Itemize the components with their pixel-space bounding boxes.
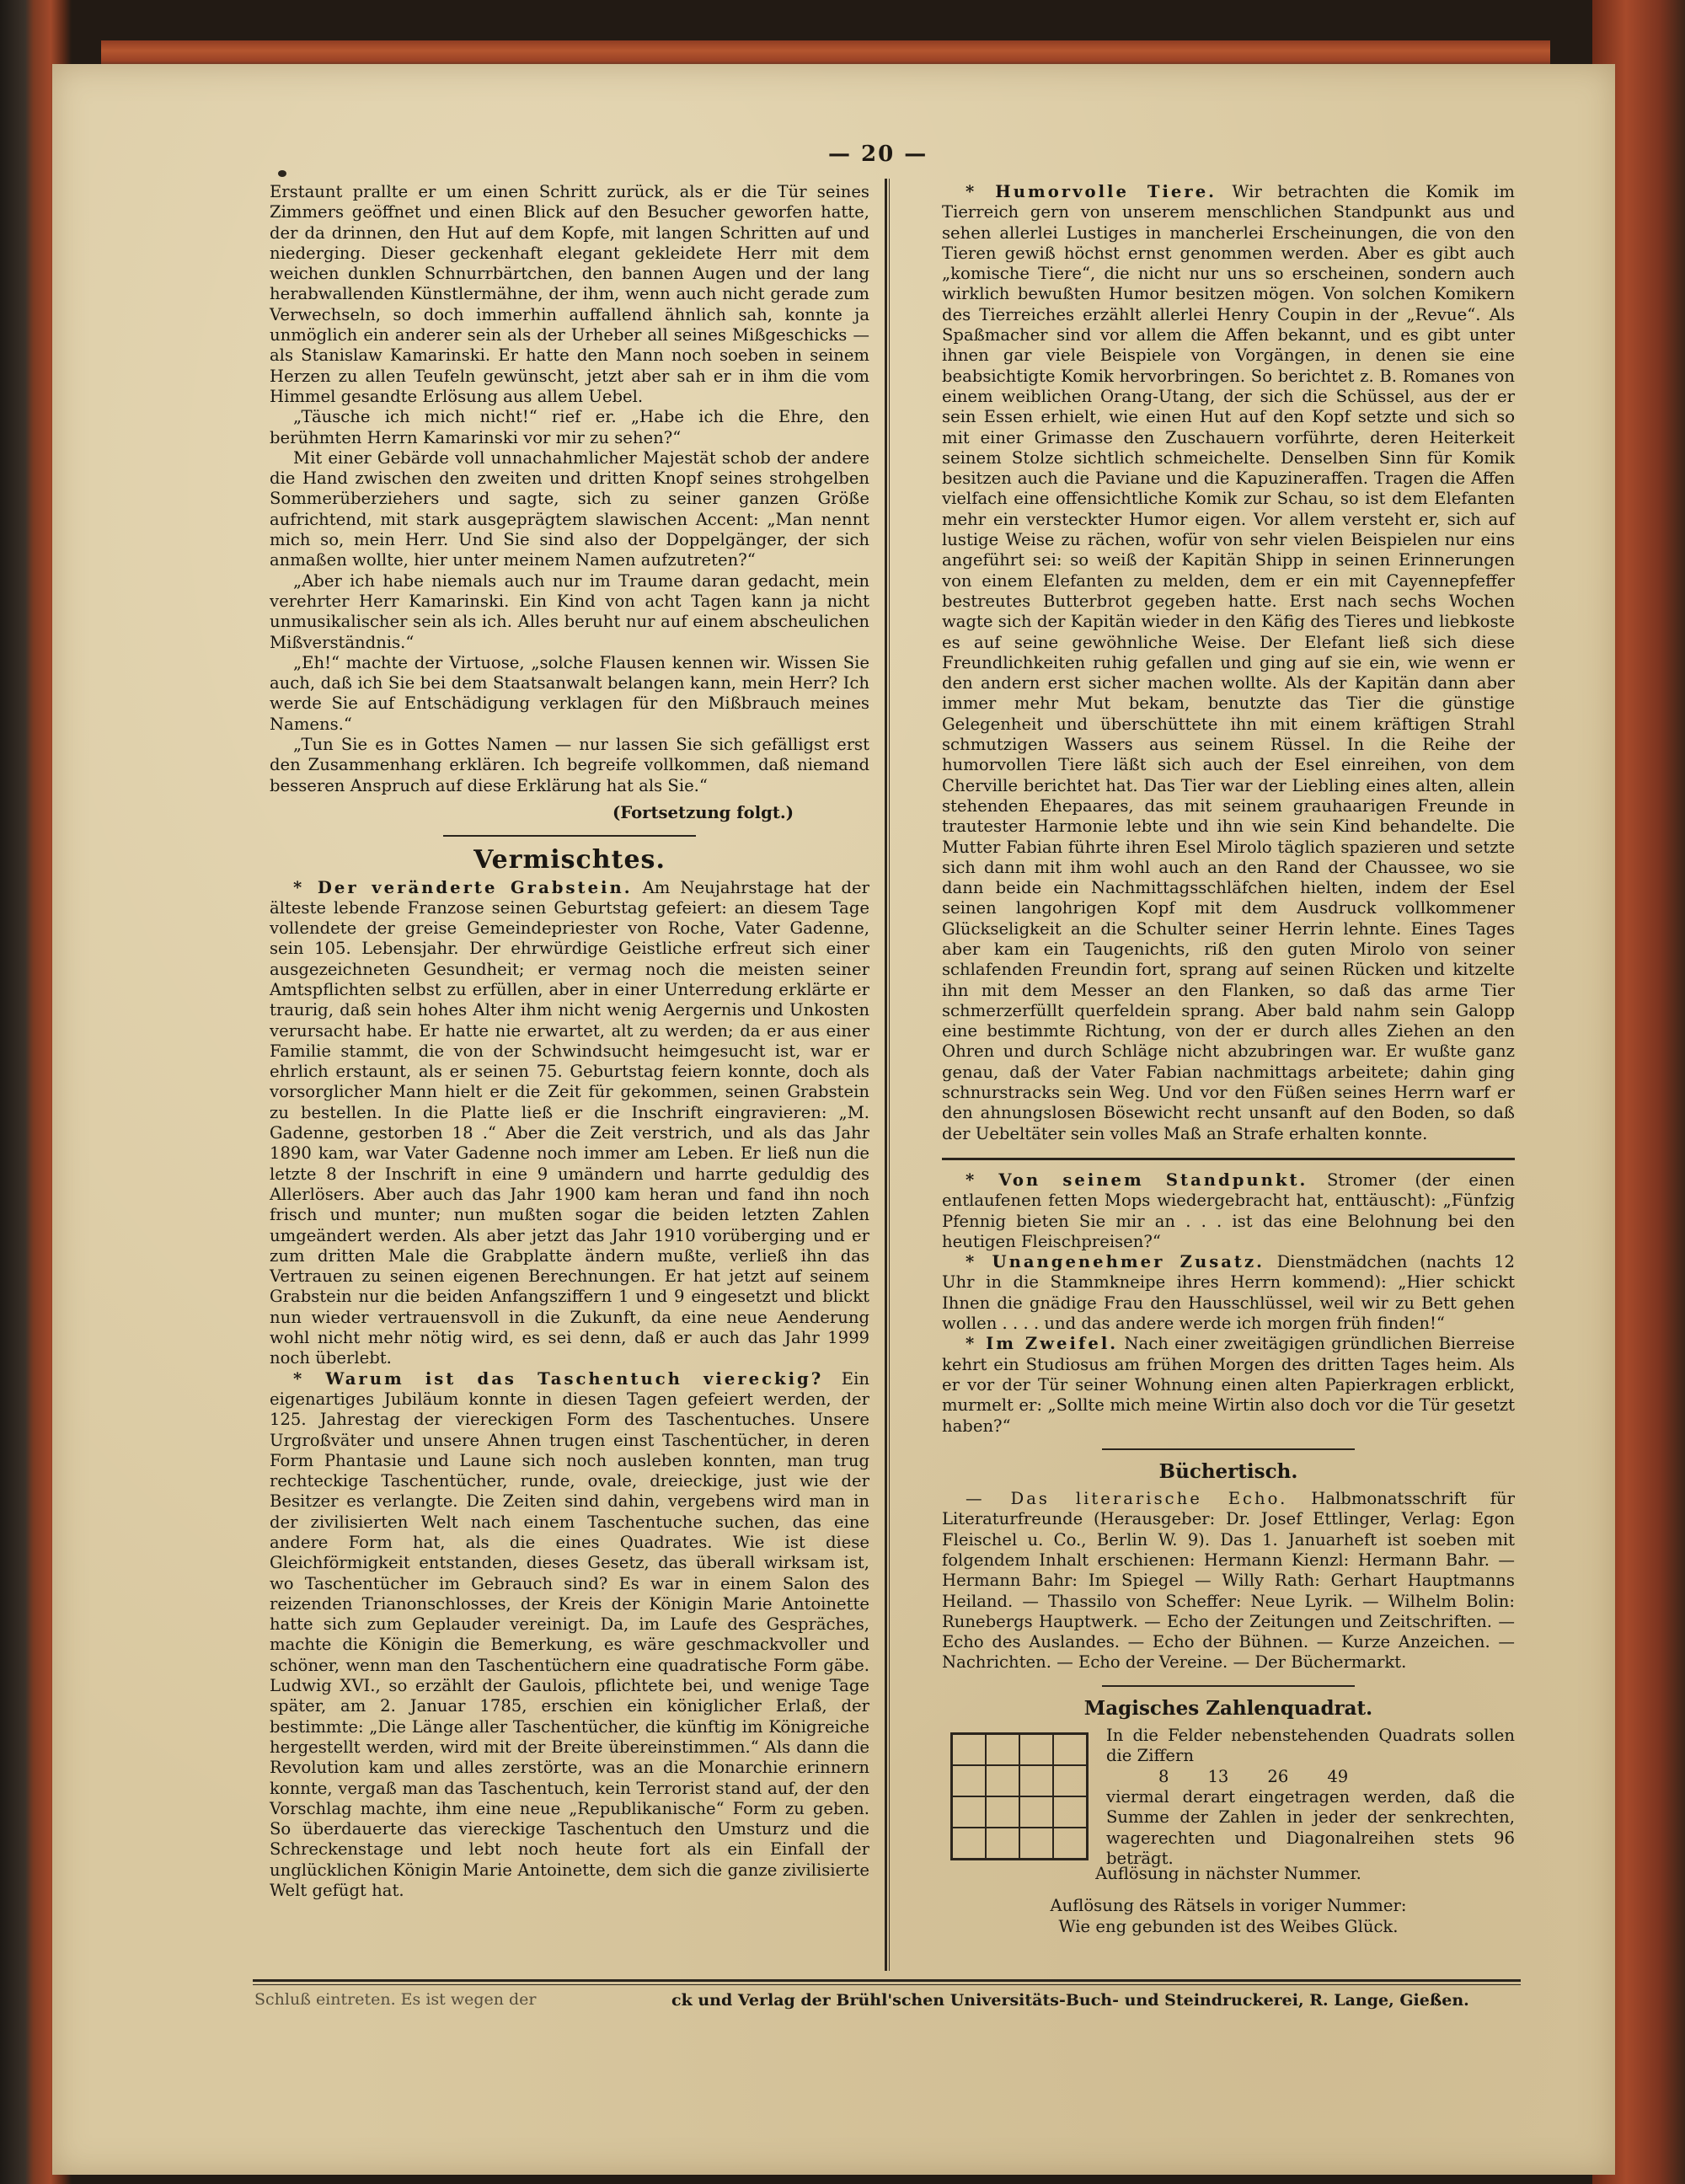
article-body: Nach einer zweitägigen gründlichen Bierreise kehrt ein Studiosus am frühen Morgen des dritten Tages heim. Als er vor der Tür seiner Wohnung einen alten Papierkragen erblickt, murmelt er: „Sollte mich meine Wirtin also doch vor die Tür gesetzt haben?“ xyxy=(942,1334,1515,1436)
solution-previous-label: Auflösung des Rätsels in voriger Nummer: xyxy=(1050,1896,1407,1916)
article-heading: * Der veränderte Grabstein. xyxy=(293,877,633,897)
joke-zusatz xyxy=(942,1252,1515,1334)
article-grabstein xyxy=(270,878,869,1369)
review-body: Halbmonatsschrift für Literaturfreunde (Herausgeber: Dr. Josef Ettlinger, Verlag: Egon Fleischel u. Co., Berlin W. 9). Das 1. Januarheft ist soeben mit folgendem Inhalt erschienen: Hermann Kienzl: Hermann Bahr. — Hermann Bahr: Im Spiegel — Willy Rath: Gerhart Hauptmanns Heiland. — Thassilo von Scheffer: Neue Lyrik. — Wilhelm Bolin: Runebergs Hauptwerk. — Echo der Zeitungen und Zeitschriften. — Echo des Auslandes. — Echo der Bühnen. — Kurze Anzeichen. — Nachrichten. — Echo der Vereine. — Der Büchermarkt. xyxy=(942,1489,1516,1673)
right-column xyxy=(942,182,1515,1937)
footer-rule xyxy=(253,1979,1521,1982)
story-paragraph: „Eh!“ machte der Virtuose, „solche Flausen kennen wir. Wissen Sie auch, daß ich Sie bei dem Staatsanwalt belangen kann, mein Herr? Ich werde Sie auf Entschädigung verklagen für den Mißbrauch meines Namens.“ xyxy=(270,652,869,734)
story-paragraph: Mit einer Gebärde voll unnachahmlicher Majestät schob der andere die Hand zwischen den zweiten und dritten Knopf seines strohgelben Sommerüberziehers und sagte, sich zu seiner ganzen Größe aufrichtend, mit stark ausgeprägtem slawischen Accent: „Man nennt mich so, mein Herr. Und Sie sind also der Doppelgänger, der sich anmaßen wollte, hier unter meinem Namen aufzutreten?“ xyxy=(270,447,869,570)
grid-cell xyxy=(986,1734,1019,1765)
column-divider-thin xyxy=(889,179,890,1971)
magic-number: 13 xyxy=(1207,1766,1229,1786)
magic-number: 49 xyxy=(1327,1766,1349,1786)
story-paragraph: Erstaunt prallte er um einen Schritt zurück, als er die Tür seines Zimmers geöffnet und einen Blick auf den Besucher geworfen hatte, der da drinnen, den Hut auf dem Kopfe, mit langen Schritten auf und niederging. Dieser geckenhaft elegant gekleidete Herr mit dem weichen dunklen Schnurrbärtchen, den bannen Augen und der lang herabwallenden Künstlermähne, der ihm, wenn auch nicht gerade zum Verwechseln, so doch immerhin auffallend ähnlich sah, konnte ja unmöglich ein anderer sein als der Urheber all seines Mißgeschicks — als Stanislaw Kamarinski. Er hatte den Mann noch soeben in seinem Herzen zu allen Teufeln gewünscht, jetzt aber sah er in ihm die vom Himmel gesandte Erlösung aus allem Uebel. xyxy=(270,182,869,406)
section-rule xyxy=(443,835,696,837)
section-rule xyxy=(1102,1448,1355,1450)
article-taschentuch xyxy=(270,1369,869,1902)
section-rule xyxy=(1102,1685,1355,1687)
article-heading: * Im Zweifel. xyxy=(966,1334,1119,1354)
grid-cell xyxy=(1019,1765,1053,1796)
left-column xyxy=(270,182,869,1901)
grid-cell xyxy=(1053,1734,1087,1765)
footer-cut-text: Schluß eintreten. Es ist wegen der xyxy=(254,1990,537,2009)
grid-cell xyxy=(952,1828,986,1859)
grid-cell xyxy=(952,1796,986,1828)
review-heading: — Das literarische Echo. xyxy=(966,1489,1288,1509)
column-divider xyxy=(885,179,887,1971)
magic-number: 26 xyxy=(1267,1766,1289,1786)
article-body: Ein eigenartiges Jubiläum konnte in diesen Tagen gefeiert werden, der 125. Jahrestag der viereckigen Form des Taschentuches. Unsere Urgroßväter und unsere Ahnen trugen einst Taschentücher, in deren Form Phantasie und Laune sich noch ausleben konnten, man trug rechteckige Taschentücher, runde, ovale, dreieckige, just wie der Besitzer es verlangte. Die Zeiten sind dahin, vergebens wird man in der zivilisierten Welt nach einem Taschentuche suchen, das eine andere Form hat, als die eines Quadrates. Wie ist diese Gleichförmigkeit entstanden, dieses Gesetz, das überall wirksam ist, wo Taschentücher im Gebrauch sind? Es war in einem Salon des reizenden Trianonschlosses, der Kreis der Königin Marie Antoinette hatte sich zum Geplauder vereinigt. Da, im Laufe des Gespräches, machte die Königin die Bemerkung, es wäre geschmackvoller und schöner, wenn man den Taschentüchern eine quadratische Form gäbe. Ludwig XVI., so erzählt der Gaulois, pflichtete bei, und wenige Tage später, am 2. Januar 1785, erschien ein königlicher Erlaß, der bestimmte: „Die Länge aller Taschentücher, die künftig im Königreiche hergestellt werden, wird mit der Breite übereinstimmen.“ Als dann die Revolution kam und alles zerstörte, was an die Monarchie erinnern konnte, vergaß man das Taschentuch, kein Terrorist stand auf, der den Vorschlag machte, ihm eine neue „Republikanische“ Form zu geben. So überdauerte das viereckige Taschentuch den Umsturz und die Schreckenstage und lebt noch heute fort als ein Einfall der unglücklichen Königin Marie Antoinette, dem sich die ganze zivilisierte Welt gefügt hat. xyxy=(270,1368,869,1901)
story-paragraph: „Tun Sie es in Gottes Namen — nur lassen Sie sich gefälligst erst den Zusammenhang erklären. Ich begreife vollkommen, daß niemand besseren Anspruch auf diese Erklärung hat als Sie.“ xyxy=(270,735,869,795)
story-paragraph: „Aber ich habe niemals auch nur im Traume daran gedacht, mein verehrter Herr Kamarinski. Ein Kind von acht Tagen kann ja nicht unmusikalischer sein als ich. Alles beruht nur auf einem abscheulichen Mißverständnis.“ xyxy=(270,570,869,652)
section-rule xyxy=(942,1158,1515,1160)
article-body: Dienstmädchen (nachts 12 Uhr in die Stammkneipe ihres Herrn kommend): „Hier schickt Ihnen die gnädige Frau den Hausschlüssel, weil wir zu Bett gehen wollen . . . . und das andere werde ich morgen früh finden!“ xyxy=(942,1252,1515,1334)
magic-text-intro: In die Felder nebenstehenden Quadrats sollen die Ziffern xyxy=(1106,1726,1515,1766)
grid-cell xyxy=(1019,1828,1053,1859)
article-heading: * Humorvolle Tiere. xyxy=(966,182,1217,201)
article-heading: * Warum ist das Taschentuch viereckig? xyxy=(293,1368,824,1389)
printer-imprint: ck und Verlag der Brühl'schen Universitäts-Buch- und Steindruckerei, R. Lange, Gießen. xyxy=(671,1991,1469,2010)
grid-cell xyxy=(952,1765,986,1796)
grid-cell xyxy=(1053,1828,1087,1859)
story-paragraph: „Täusche ich mich nicht!“ rief er. „Habe ich die Ehre, den berühmten Herrn Kamarinski vor mir zu sehen?“ xyxy=(270,407,869,447)
grid-cell xyxy=(1019,1796,1053,1828)
grid-cell xyxy=(986,1765,1019,1796)
article-heading: * Von seinem Standpunkt. xyxy=(966,1170,1308,1190)
article-body: Stromer (der einen entlaufenen fetten Mops wiedergebracht hat, enttäuscht): „Fünfzig Pfennig bieten Sie mir an . . . ist das eine Belohnung bei den heutigen Fleischpreisen?“ xyxy=(942,1170,1515,1251)
footer-rule-thin xyxy=(253,1984,1521,1985)
magic-square-grid xyxy=(950,1732,1089,1860)
joke-zweifel xyxy=(942,1334,1515,1436)
article-body: Wir betrachten die Komik im Tierreich gern von unserem menschlichen Standpunkt aus und sehen allerlei Lustiges in mancherlei Erscheinungen, die von den Tieren gewiß höchst ernst genommen werden. Aber es gibt auch „komische Tiere“, die nicht nur uns so erscheinen, sondern auch wirklich bewußten Humor besitzen mögen. Von solchen Komikern des Tierreiches erzählt allerlei Henry Coupin in der „Revue“. Als Spaßmacher sind vor allem die Affen bekannt, und es gibt unter ihnen gar viele Beispiele von Vorgängen, in denen sie eine beabsichtigte Komik hervorbringen. So berichtet z. B. Romanes von einem weiblichen Orang-Utang, der sich die Schüssel, aus der er sein Essen erhielt, wie einen Hut auf den Kopf setzte und sich so mit einer Grimasse den Zuschauern vorführte, deren Heiterkeit seinem Stolze sichtlich schmeichelte. Denselben Sinn für Komik besitzen auch die Paviane und die Kapuzineraffen. Tragen die Affen vielfach eine offensichtliche Komik zur Schau, so ist dem Elefanten mehr ein versteckter Humor eigen. Vor allem versteht er, sich auf lustige Weise zu rächen, wofür von sehr vielen Beispielen nur eins angeführt sei: so weiß der Kapitän Shipp in seinen Erinnerungen von einem Elefanten zu melden, dem er ein mit Cayennepfeffer bestreutes Butterbrot gegeben hatte. Erst nach sechs Wochen wagte sich der Kapitän wieder in den Käfig des Tieres und liebkoste es auf seine gewöhnliche Weise. Der Elefant ließ sich diese Freundlichkeiten ruhig gefallen und ging auf sie ein, wie wenn er den andern erst sicher machen wollte. Als der Kapitän dann aber immer mehr Mut bekam, benutzte das Tier die günstige Gelegenheit und überschüttete ihn mit einem kräftigen Strahl schmutzigen Wassers aus seinem Rüssel. In die Reihe der humorvollen Tiere läßt sich auch der Esel einreihen, von dem Cherville berichtet hat. Das Tier war der Liebling eines alten, allein stehenden Ehepaares, das mit seinem grauhaarigen Freunde in trautester Harmonie lebte und ihn wie sein Kind behandelte. Die Mutter Fabian führte ihren Esel Mirolo täglich spazieren und setzte sich dann mit ihm wohl auch an den Rand der Chaussee, wo sie dann beide ein Nachmittagsschläfchen hielten, indem der Esel seinen langohrigen Kopf mit dem Ausdruck vollkommener Glückseligkeit an die Schulter seiner Herrin lehnte. Eines Tages aber kam ein Taugenichts, riß den guten Mirolo von seiner schlafenden Freundin fort, sprang auf seinen Rücken und kitzelte ihn mit dem Messer an den Flanken, so daß das arme Tier schmerzerfüllt querfeldein sprang. Aber bald nahm sein Galopp eine bestimmte Richtung, von der er durch alles Ziehen an den Ohren und durch Schläge nicht abzubringen war. Er wußte ganz genau, daß der Vater Fabian nachmittags arbeitete; dahin ging schnurstracks sein Weg. Und vor den Füßen seines Herrn warf er den ahnungslosen Bösewicht recht unsanft auf den Boden, so daß der Uebeltäter sein volles Maß an Strafe erhalten konnte. xyxy=(942,182,1515,1143)
article-heading: * Unangenehmer Zusatz. xyxy=(966,1252,1265,1272)
magic-square-puzzle xyxy=(942,1726,1515,1868)
grid-cell xyxy=(986,1796,1019,1828)
page-number: — 20 — xyxy=(828,142,928,167)
magic-text-rule: viermal derart eingetragen werden, daß die Summe der Zahlen in jeder der senkrechten, wagerechten und Diagonalreihen stets 96 beträgt. xyxy=(1106,1786,1515,1868)
grid-cell xyxy=(1019,1734,1053,1765)
magic-number: 8 xyxy=(1158,1766,1169,1786)
solution-previous-answer: Wie eng gebunden ist des Weibes Glück. xyxy=(1058,1916,1399,1936)
grid-cell xyxy=(952,1734,986,1765)
solution-next-issue: Auflösung in nächster Nummer. xyxy=(1095,1864,1361,1884)
section-title-buechertisch: Büchertisch. xyxy=(1158,1459,1298,1483)
grid-cell xyxy=(986,1828,1019,1859)
article-body: Am Neujahrstage hat der älteste lebende Franzose seinen Geburtstag gefeiert: an diesem Tage vollendete der greise Gemeindepriester von Roche, Vater Gadenne, sein 105. Lebensjahr. Der ehrwürdige Geistliche erfreut sich einer ausgezeichneten Gesundheit; er vermag noch die meisten seiner Amtspflichten selbst zu erfüllen, aber in einer Unterredung erklärte er traurig, daß sein hohes Alter ihm nicht wenig Aergernis und Unkosten verursacht habe. Er hatte nie erwartet, alt zu werden; da er aus einer Familie stammt, die von der Schwindsucht heimgesucht ist, war er ehrlich erstaunt, als er seinen 75. Geburtstag feiern konnte, doch als vorsorglicher Mann hielt er die Zeit für gekommen, seinen Grabstein zu bestellen. In die Platte ließ er die Inschrift eingravieren: „M. Gadenne, gestorben 18 .“ Aber die Zeit verstrich, und als das Jahr 1890 kam, war Vater Gadenne noch immer am Leben. Er ließ nun die letzte 8 der Inschrift in eine 9 umändern und harrte geduldig des Allerlösers. Aber auch das Jahr 1900 kam heran und fand ihn noch frisch und munter; nun mußten sogar die beiden letzten Zahlen umgeändert werden. Als aber jetzt das Jahr 1910 vorüberging und er zum dritten Male die Grabplatte ändern mußte, verließ ihn das Vertrauen zu seinen eigenen Berechnungen. Er hat jetzt auf seinem Grabstein nur die beiden Anfangsziffern 1 und 9 eingesetzt und blickt nun wieder vertrauensvoll in die Zukunft, da eine neue Aenderung wohl nicht mehr nötig wird, es sei denn, daß er auch das Jahr 1999 noch überlebt. xyxy=(270,877,869,1368)
magic-numbers xyxy=(1106,1767,1515,1787)
grid-cell xyxy=(1053,1796,1087,1828)
section-title-magic-square: Magisches Zahlenquadrat. xyxy=(1083,1696,1373,1720)
continuation-note: (Fortsetzung folgt.) xyxy=(612,802,794,822)
article-tiere xyxy=(942,182,1515,1144)
grid-cell xyxy=(1053,1765,1087,1796)
joke-standpunkt xyxy=(942,1170,1515,1252)
book-review xyxy=(942,1489,1515,1673)
section-title-vermischtes: Vermischtes. xyxy=(473,845,666,875)
magic-square-instructions xyxy=(1106,1726,1515,1869)
ink-spot xyxy=(278,170,286,177)
